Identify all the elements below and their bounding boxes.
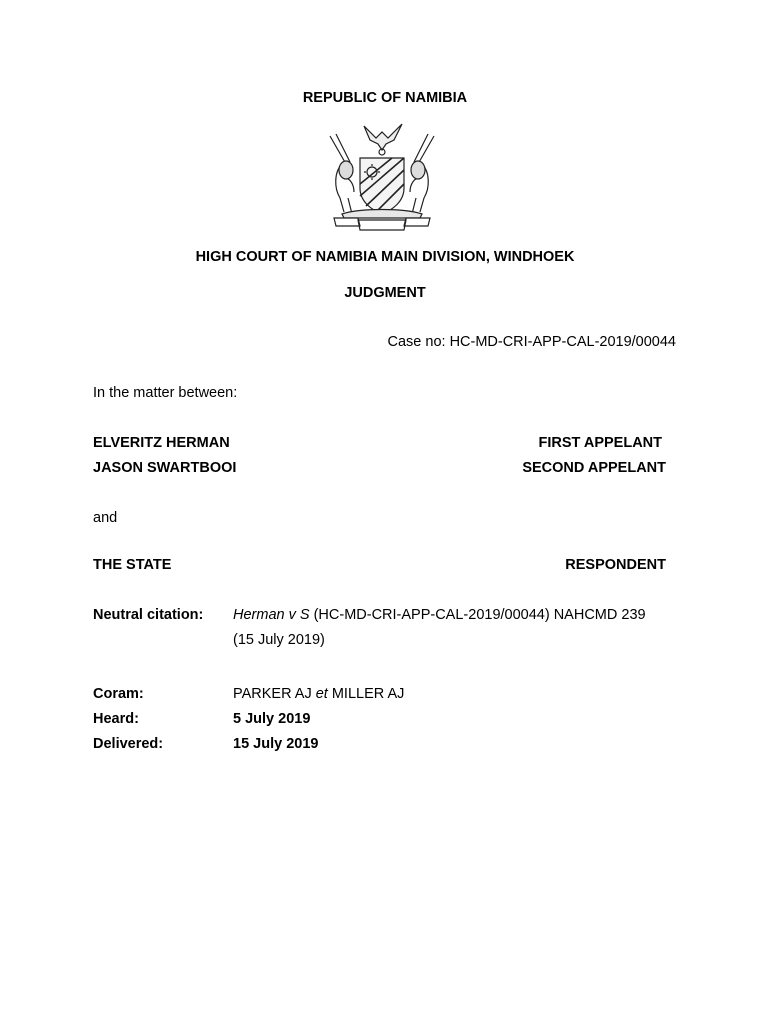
republic-heading: REPUBLIC OF NAMIBIA bbox=[302, 90, 468, 106]
delivered-label: Delivered: bbox=[93, 736, 164, 752]
heard-label: Heard: bbox=[93, 711, 139, 727]
first-appellant-role: FIRST APPELANT bbox=[538, 435, 662, 451]
neutral-citation-label: Neutral citation: bbox=[93, 607, 204, 623]
coram-judge-1: PARKER AJ bbox=[233, 686, 316, 702]
neutral-citation-value bbox=[233, 607, 646, 623]
coram-value bbox=[233, 686, 404, 702]
citation-date: (15 July 2019) bbox=[233, 632, 325, 648]
first-appellant-name: ELVERITZ HERMAN bbox=[93, 435, 230, 451]
coram-label: Coram: bbox=[93, 686, 144, 702]
judgment-heading: JUDGMENT bbox=[344, 285, 426, 301]
coram-et: et bbox=[315, 686, 328, 702]
citation-case-name: Herman v S bbox=[233, 607, 310, 623]
namibia-coat-of-arms-icon bbox=[320, 118, 444, 234]
citation-reference: (HC-MD-CRI-APP-CAL-2019/00044) NAHCMD 239 bbox=[309, 607, 646, 623]
matter-between: In the matter between: bbox=[93, 385, 238, 401]
coram-judge-2: MILLER AJ bbox=[327, 686, 405, 702]
delivered-date: 15 July 2019 bbox=[233, 736, 319, 752]
second-appellant-name: JASON SWARTBOOI bbox=[93, 460, 237, 476]
court-heading: HIGH COURT OF NAMIBIA MAIN DIVISION, WINDHOEK bbox=[195, 249, 575, 265]
heard-date: 5 July 2019 bbox=[233, 711, 311, 727]
respondent-name: THE STATE bbox=[93, 557, 172, 573]
case-number: Case no: HC-MD-CRI-APP-CAL-2019/00044 bbox=[387, 334, 676, 350]
and-text: and bbox=[93, 510, 118, 526]
second-appellant-role: SECOND APPELANT bbox=[522, 460, 666, 476]
respondent-role: RESPONDENT bbox=[565, 557, 666, 573]
